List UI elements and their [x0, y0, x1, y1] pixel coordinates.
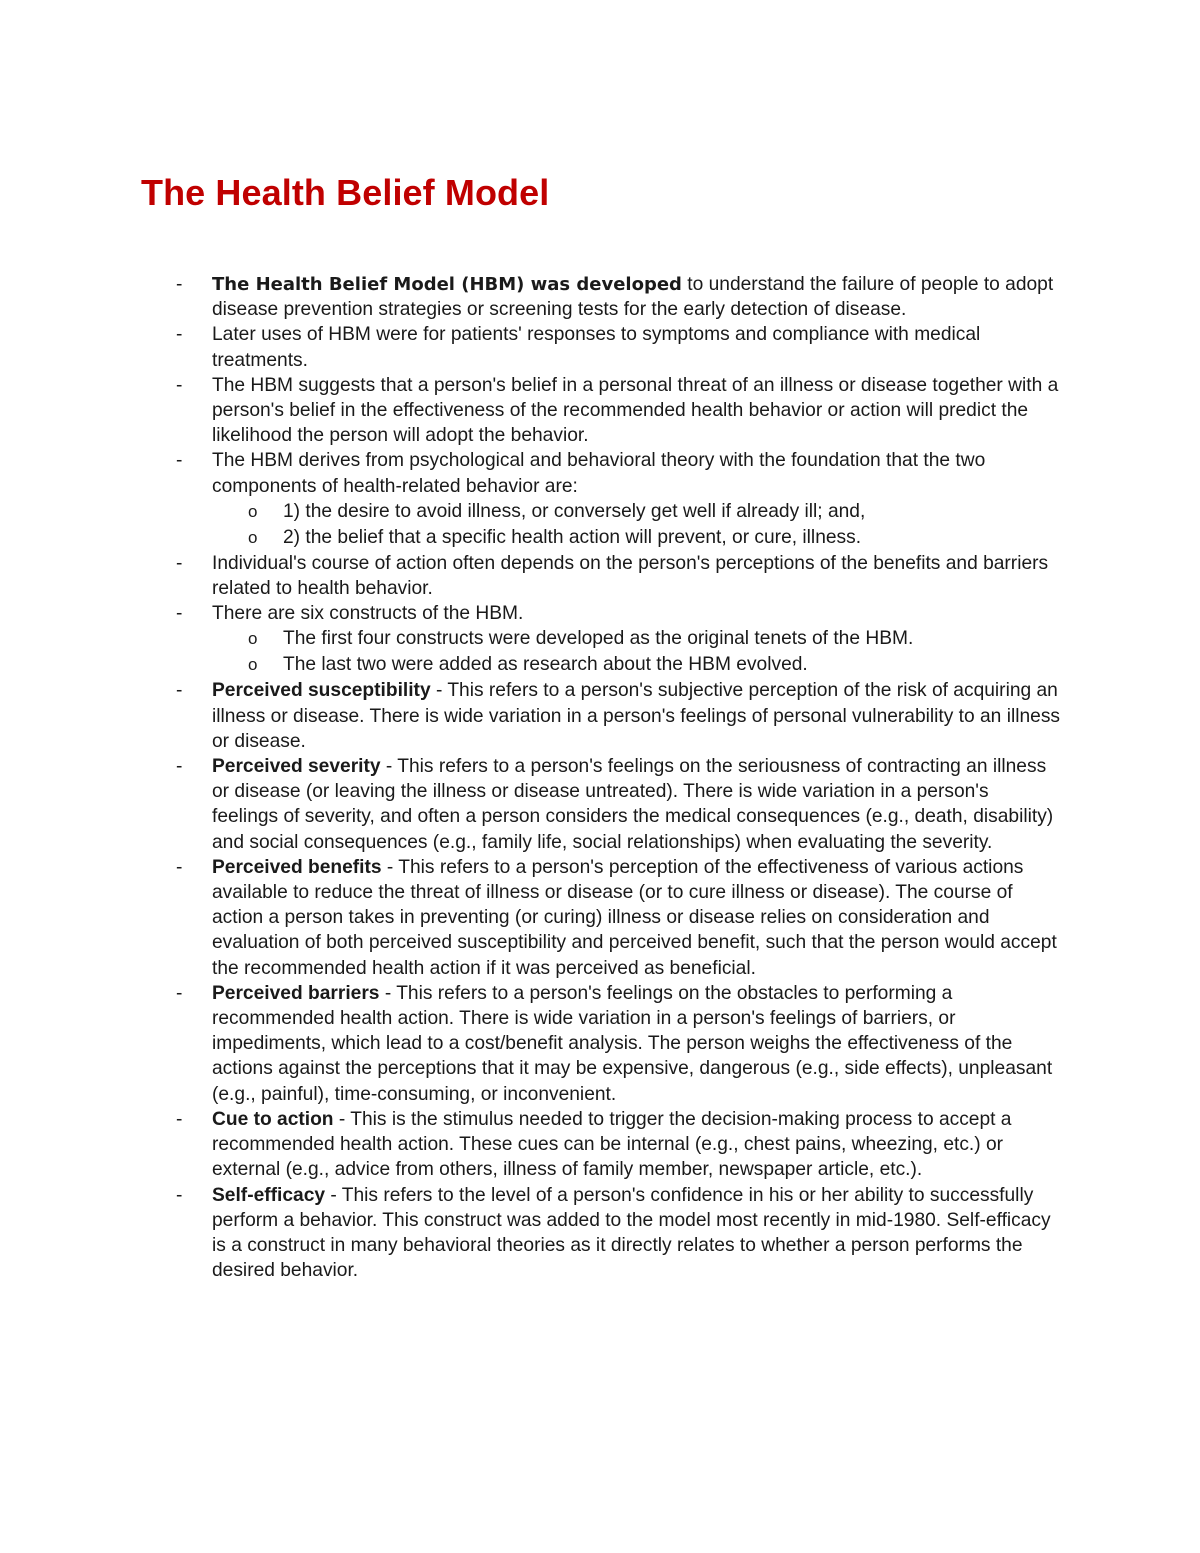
circle-bullet-icon: o — [248, 527, 258, 547]
bullet-dash: - — [176, 1108, 183, 1130]
item-lead-term: Perceived barriers — [212, 982, 380, 1004]
item-text: Later uses of HBM were for patients' responses to symptoms and compliance with medical treatments. — [212, 324, 981, 371]
circle-bullet-icon: o — [248, 501, 258, 521]
bullet-dash: - — [176, 756, 183, 778]
item-lead-term: Perceived susceptibility — [212, 680, 431, 702]
list-item — [0, 322, 1060, 372]
item-text: - This refers to the level of a person's confidence in his or her ability to successfully perform a behavior. This construct was added to the model most recently in mid-1980. Self-efficacy is a construct in many behavioral theories as it directly relates to whether a person performs the desired behavior. — [212, 1184, 1051, 1282]
document-title: The Health Belief Model — [141, 172, 550, 213]
item-text: - This is the stimulus needed to trigger the decision-making process to accept a recommended health action. These cues can be internal (e.g., chest pains, wheezing, etc.) or external (e.g., advice from others, illness of family member, newspaper article, etc.). — [212, 1108, 1012, 1181]
bullet-dash: - — [176, 552, 183, 574]
list-item — [0, 551, 1060, 601]
list-item — [0, 1183, 1060, 1284]
bullet-dash: - — [176, 450, 183, 472]
item-text: to understand the failure of people to adopt disease prevention strategies or screening tests for the early detection of disease. — [212, 274, 1054, 321]
item-lead-term: Cue to action — [212, 1108, 334, 1130]
list-item — [0, 448, 1060, 550]
list-item — [0, 601, 1060, 678]
item-text: - This refers to a person's subjective perception of the risk of acquiring an illness or disease. There is wide variation in a person's feelings of personal vulnerability to an illness or disease. — [212, 680, 1061, 752]
list-item — [0, 1107, 1060, 1183]
item-text: The HBM derives from psychological and behavioral theory with the foundation that the two components of health-related behavior are: — [212, 450, 986, 497]
item-lead-term: Perceived severity — [212, 756, 381, 778]
bullet-dash: - — [176, 982, 183, 1004]
bullet-dash: - — [176, 324, 183, 346]
list-item — [0, 855, 1060, 981]
bullet-dash: - — [176, 374, 183, 396]
sub-item-text: 2) the belief that a specific health action will prevent, or cure, illness. — [283, 526, 862, 548]
sub-list-item — [212, 525, 1060, 551]
bullet-dash: - — [176, 603, 183, 625]
bullet-list — [0, 272, 1200, 1283]
list-item — [0, 754, 1060, 855]
item-lead-term: Self-efficacy — [212, 1184, 326, 1206]
sub-list-item — [212, 626, 1060, 652]
list-item — [0, 981, 1060, 1107]
item-text: There are six constructs of the HBM. — [212, 603, 524, 625]
bullet-dash: - — [176, 680, 183, 702]
circle-bullet-icon: o — [248, 655, 258, 675]
item-lead-term: The Health Belief Model (HBM) was developed — [212, 274, 682, 295]
circle-bullet-icon: o — [248, 629, 258, 649]
item-text: - This refers to a person's feelings on the obstacles to performing a recommended health action. There is wide variation in a person's feelings of barriers, or impediments, which lead to a cost/benefit analysis. The person weighs the effectiveness of the actions against the perceptions that it may be expensive, dangerous (e.g., side effects), unpleasant (e.g., painful), time-consuming, or inconvenient. — [212, 982, 1053, 1105]
item-text: The HBM suggests that a person's belief in a personal threat of an illness or disease together with a person's belief in the effectiveness of the recommended health behavior or action will predict the likelihood the person will adopt the behavior. — [212, 374, 1059, 447]
list-item — [0, 272, 1060, 322]
item-text: - This refers to a person's perception of the effectiveness of various actions available to reduce the threat of illness or disease (or to cure illness or disease). The course of action a person takes in preventing (or curing) illness or disease relies on consideration and evaluation of both perceived susceptibility and perceived benefit, such that the person would accept the recommended health action if it was perceived as beneficial. — [212, 856, 1057, 979]
list-item — [0, 373, 1060, 449]
item-text: - This refers to a person's feelings on the seriousness of contracting an illness or disease (or leaving the illness or disease untreated). There is wide variation in a person's feelings of severity, and often a person considers the medical consequences (e.g., death, disability) and social consequences (e.g., family life, social relationships) when evaluating the severity. — [212, 756, 1054, 853]
bullet-dash: - — [176, 856, 183, 878]
bullet-dash: - — [176, 1184, 183, 1206]
sub-item-text: 1) the desire to avoid illness, or conversely get well if already ill; and, — [283, 500, 866, 522]
list-item — [0, 678, 1060, 754]
item-lead-term: Perceived benefits — [212, 856, 382, 878]
sub-list — [212, 499, 1060, 551]
sub-list — [212, 626, 1060, 678]
sub-list-item — [212, 499, 1060, 525]
item-text: Individual's course of action often depends on the person's perceptions of the benefits and barriers related to health behavior. — [212, 552, 1049, 600]
bullet-dash: - — [176, 274, 183, 295]
sub-item-text: The first four constructs were developed as the original tenets of the HBM. — [283, 628, 914, 650]
sub-item-text: The last two were added as research about the HBM evolved. — [283, 654, 808, 676]
sub-list-item — [212, 652, 1060, 678]
